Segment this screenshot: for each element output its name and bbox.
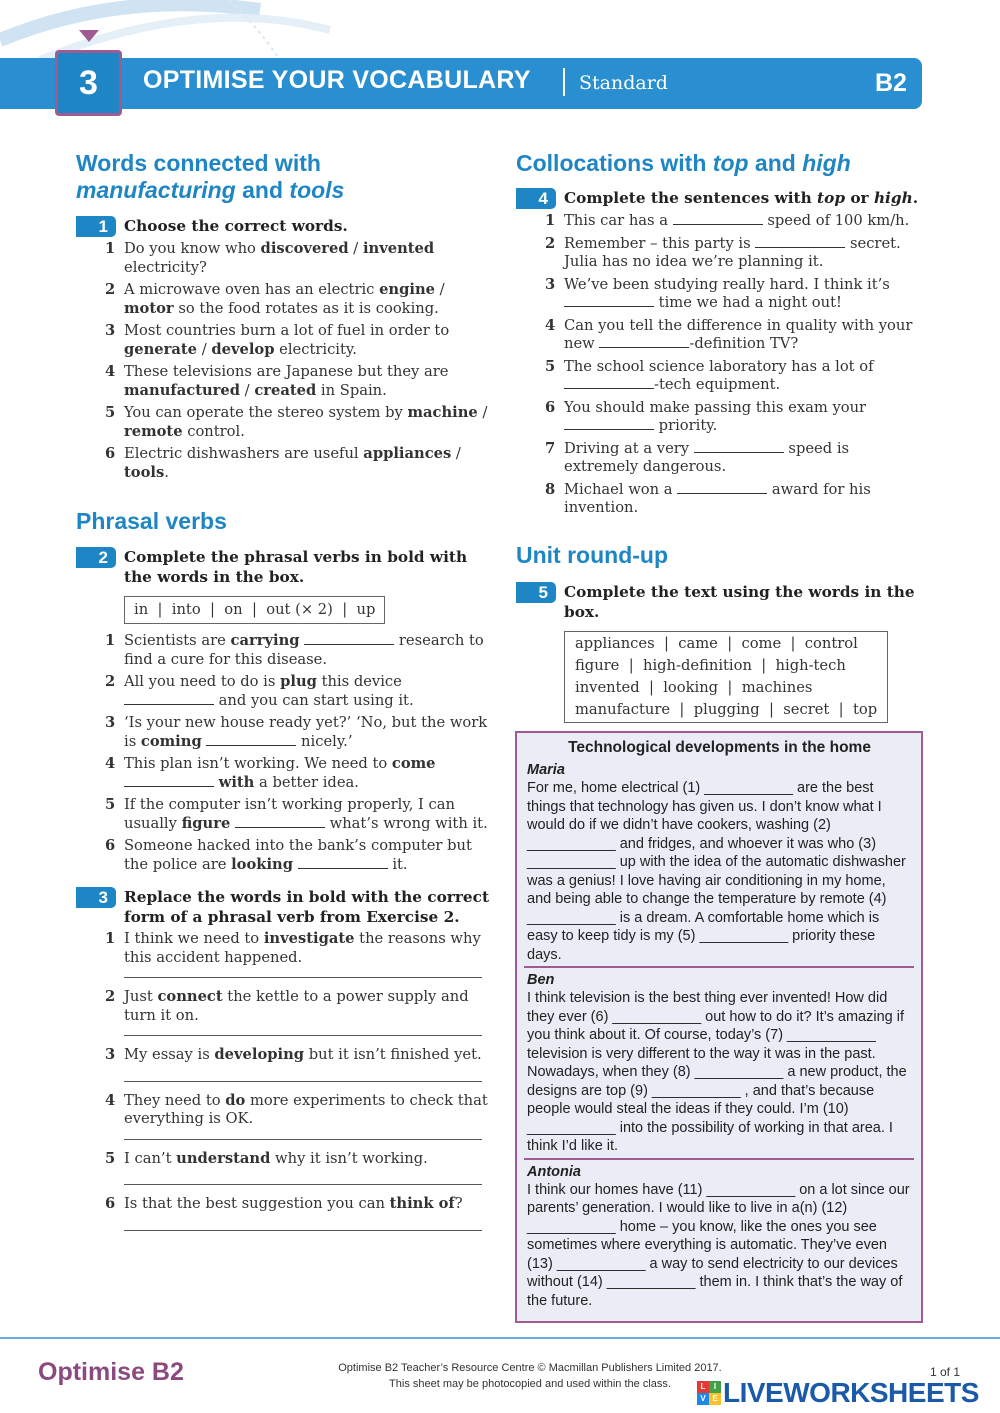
item-text: this device [316, 673, 402, 690]
answer-line[interactable] [124, 1129, 482, 1140]
item-text: / [348, 240, 363, 257]
bold-word: think of [389, 1195, 455, 1212]
list-item [76, 1195, 496, 1231]
exercise-badge: 3 [76, 887, 116, 908]
choice-option[interactable]: remote [124, 422, 183, 440]
section-heading-collocations: Collocations with top and high [516, 150, 851, 176]
list-item [76, 281, 496, 318]
choice-option[interactable]: develop [211, 340, 275, 358]
liveworksheets-icon: L I V E [697, 1381, 721, 1405]
answer-line[interactable] [124, 1214, 482, 1231]
item-text: Can you tell the difference in quality with your new [564, 316, 913, 352]
answer-blank[interactable] [755, 235, 845, 248]
level-label: B2 [875, 69, 907, 97]
exercise-badge: 5 [516, 582, 556, 603]
list-item [516, 276, 926, 313]
exercise-2-list [76, 632, 496, 874]
answer-blank[interactable] [298, 856, 388, 869]
item-number: 1 [105, 240, 116, 257]
speaker-text: I think our homes have (11) ___________ on a lot since our parents’ generation. I would like to live in a(n) (12) ___________ home – you know, like the ones you see sometimes where everything is automatic. They’ve even (13) ___________ a way to send electricity to our devices without (14) ___________ them in. I think that’s the way of the future. [527, 1181, 910, 1309]
item-text: / [451, 445, 461, 462]
item-number: 5 [105, 1149, 116, 1167]
item-text: nicely.’ [296, 732, 353, 750]
speaker-text: For me, home electrical (1) ___________ are the best things that technology has given us. I don’t know what I would do if we didn’t have cookers, washing (2) ___________ and fridges, and whoever it was who (3) ___________ up with the idea of the automatic dishwasher was a genius! I love having air conditioning in my home, and being able to change the temperature by remote (4) ___________ is a dream. A comfortable home which is easy to keep tidy is my (5) ___________ priority these days. [527, 780, 906, 963]
speaker-text: I think television is the best thing ever invented! How did they ever (6) ___________ out how to do it? It’s amazing if you think about it. Of course, today’s (7) ___________ television is very different to the way it was in the past. Nowadays, when they (8) ___________ a new product, the designs are top (9) ___________ , and that’s because people would steal the ideas if they could. I’m (10) ___________ into the possibility of working in that area. I think I’d like it. [527, 990, 907, 1154]
bold-verb: carrying [230, 632, 300, 649]
item-text: award for his invention. [564, 480, 871, 516]
copyright-line: Optimise B2 Teacher’s Resource Centre © Macmillan Publishers Limited 2017. [338, 1362, 722, 1374]
list-item [76, 322, 496, 359]
word-box-line: manufacture | plugging | secret | top [575, 700, 878, 718]
exercise-3-list [76, 930, 496, 1231]
reading-text-box [515, 731, 923, 1323]
item-number: 8 [545, 480, 556, 498]
item-text: so the food rotates as it is cooking. [173, 299, 439, 317]
item-text: Driving at a very [564, 439, 694, 457]
item-text: / [477, 404, 488, 421]
page-indicator: 1 of 1 [930, 1365, 961, 1379]
item-text: This plan isn’t working. We need to [124, 755, 392, 772]
item-text: in Spain. [316, 381, 387, 399]
answer-blank[interactable] [124, 692, 214, 705]
item-number: 3 [105, 322, 116, 339]
item-text: more experiments to check that everything is OK. [124, 1091, 488, 1127]
item-text: You should make passing this exam your [564, 398, 867, 416]
item-text: This car has a [564, 212, 673, 229]
item-number: 4 [545, 316, 556, 334]
item-text: You can operate the stereo system by [124, 404, 408, 421]
footer-divider [0, 1337, 1000, 1339]
bold-verb: figure [181, 814, 231, 832]
item-text: Michael won a [564, 480, 678, 498]
answer-line[interactable] [124, 1168, 482, 1185]
item-text: My essay is [124, 1046, 215, 1063]
bold-word: investigate [263, 930, 355, 947]
list-item [76, 445, 496, 482]
item-number: 7 [545, 439, 556, 457]
list-item [516, 317, 926, 354]
exercise-badge: 4 [516, 188, 556, 209]
item-number: 4 [105, 363, 116, 380]
answer-blank[interactable] [564, 417, 654, 430]
list-item [76, 714, 496, 751]
list-item [76, 837, 496, 874]
item-text: Do you know who [124, 240, 261, 257]
choice-option[interactable]: invented [362, 240, 435, 257]
page-subtitle: Standard [579, 72, 668, 94]
speaker-name: Maria [527, 762, 565, 778]
list-item [76, 673, 496, 710]
bold-verb: looking [231, 855, 293, 873]
answer-blank[interactable] [599, 335, 689, 348]
list-item [516, 481, 926, 518]
item-number: 5 [545, 357, 556, 375]
list-item [76, 632, 496, 669]
item-number: 4 [105, 755, 116, 772]
item-text: Someone hacked into the bank’s computer but the police are [124, 837, 472, 873]
word-box-line: appliances | came | come | control [575, 634, 858, 652]
item-text: speed is extremely dangerous. [564, 439, 850, 475]
word-box-line: invented | looking | machines [575, 678, 813, 696]
list-item [76, 363, 496, 400]
item-text: control. [182, 422, 245, 440]
item-text: They need to [124, 1091, 226, 1109]
unit-arrow-icon [79, 30, 99, 42]
item-text: electricity. [274, 340, 357, 358]
answer-line[interactable] [124, 1025, 482, 1036]
list-item [76, 1092, 496, 1140]
answer-blank[interactable] [564, 294, 654, 307]
word-box: in | into | on | out (× 2) | up [124, 596, 385, 624]
item-number: 5 [105, 796, 116, 813]
item-text: a better idea. [254, 773, 359, 791]
answer-blank[interactable] [673, 212, 763, 225]
speaker-name: Ben [527, 972, 555, 988]
item-text: We’ve been studying really hard. I think it’s [564, 275, 890, 293]
copyright-line: This sheet may be photocopied and used within the class. [389, 1378, 671, 1390]
list-item [76, 1150, 496, 1186]
item-text: I can’t [124, 1149, 177, 1167]
exercise-5-instruction: 5 Complete the text using the words in the box. [516, 582, 926, 622]
item-text: -definition TV? [689, 335, 799, 352]
item-text: / [434, 281, 445, 298]
list-item [76, 240, 496, 277]
item-text: Just [124, 988, 158, 1005]
item-text: but it isn’t finished yet. [304, 1046, 482, 1063]
footer-copyright [300, 1360, 760, 1392]
item-text: electricity? [124, 258, 207, 276]
exercise-3-instruction: 3 Replace the words in bold with the correct form of a phrasal verb from Exercise 2. [76, 887, 496, 927]
list-item [76, 796, 496, 833]
answer-blank[interactable] [677, 481, 767, 494]
item-text: All you need to do is [124, 673, 281, 690]
item-number: 2 [105, 673, 116, 690]
unit-number: 3 [55, 50, 122, 116]
exercise-2-instruction: 2 Complete the phrasal verbs in bold with the words in the box. [76, 547, 496, 587]
divider [524, 1158, 914, 1160]
answer-blank[interactable] [235, 815, 325, 828]
item-text: A microwave oven has an electric [124, 281, 380, 298]
item-text: Scientists are [124, 632, 231, 649]
text-title: Technological developments in the home [568, 739, 871, 756]
bold-verb: with [218, 773, 255, 791]
item-text: research to find a cure for this disease. [124, 632, 484, 668]
page-title: OPTIMISE YOUR VOCABULARY [143, 66, 531, 94]
liveworksheets-wordmark: LIVEWORKSHEETS [723, 1377, 979, 1408]
bold-word: connect [157, 988, 223, 1005]
choice-option[interactable]: manufactured [124, 381, 241, 399]
left-column [76, 150, 496, 1231]
exercise-4-instruction: 4 Complete the sentences with top or high. [516, 188, 926, 208]
bold-word: do [225, 1091, 246, 1109]
item-text: time we had a night out! [654, 294, 842, 311]
bold-verb: coming [140, 732, 202, 750]
list-item [76, 988, 496, 1036]
item-text: -tech equipment. [654, 376, 781, 393]
footer-brand: Optimise B2 [38, 1358, 184, 1386]
word-box-line: figure | high-definition | high-tech [575, 656, 846, 674]
item-text: why it isn’t working. [270, 1149, 428, 1167]
exercise-badge: 2 [76, 547, 116, 568]
answer-blank[interactable] [206, 733, 296, 746]
exercise-1-list [76, 240, 496, 482]
choice-option[interactable]: discovered [260, 240, 349, 257]
answer-line[interactable] [124, 1065, 482, 1082]
answer-blank[interactable] [694, 440, 784, 453]
list-item [76, 755, 496, 792]
item-text: secret. Julia has no idea we’re planning it. [564, 234, 901, 270]
title-divider [563, 68, 565, 96]
item-number: 1 [545, 212, 556, 229]
item-text: ‘Is your new house ready yet?’ ‘No, but the work is [124, 714, 488, 750]
list-item [76, 930, 496, 978]
list-item [516, 212, 926, 231]
answer-blank[interactable] [304, 632, 394, 645]
item-text: the kettle to a power supply and turn it on. [124, 988, 469, 1024]
item-number: 2 [105, 281, 116, 298]
item-number: 4 [105, 1091, 116, 1109]
list-item [516, 440, 926, 477]
item-text: priority. [654, 417, 718, 434]
item-number: 3 [105, 714, 116, 731]
item-text: . [164, 463, 169, 481]
choice-option[interactable]: motor [124, 299, 174, 317]
item-text: ? [454, 1195, 463, 1212]
item-text: speed of 100 km/h. [762, 212, 910, 229]
word-box [564, 631, 888, 723]
item-text: The school science laboratory has a lot of [564, 357, 874, 375]
answer-blank[interactable] [564, 376, 654, 389]
item-number: 1 [105, 632, 116, 649]
item-text: Is that the best suggestion you can [124, 1195, 390, 1212]
bold-verb: plug [280, 673, 317, 690]
item-text: If the computer isn’t working properly, I can usually [124, 796, 455, 832]
item-number: 1 [105, 930, 116, 947]
liveworksheets-logo [697, 1377, 979, 1409]
list-item [76, 1046, 496, 1082]
list-item [76, 404, 496, 441]
choice-option[interactable]: generate [124, 340, 198, 358]
right-column [516, 150, 926, 723]
item-text: / [197, 340, 212, 358]
item-text: These televisions are Japanese but they are [124, 363, 449, 380]
exercise-badge: 1 [76, 216, 116, 237]
choice-option[interactable]: engine [379, 281, 435, 298]
item-text: I think we need to [124, 930, 264, 947]
item-text: / [240, 381, 255, 399]
choice-option[interactable]: machine [407, 404, 478, 421]
item-text: Most countries burn a lot of fuel in order to [124, 322, 450, 339]
list-item [516, 399, 926, 436]
item-number: 6 [105, 445, 116, 462]
item-number: 6 [105, 1195, 116, 1212]
bold-word: understand [176, 1149, 271, 1167]
item-number: 3 [545, 275, 556, 293]
speaker-name: Antonia [527, 1163, 581, 1180]
item-text: it. [387, 855, 408, 873]
answer-line[interactable] [124, 967, 482, 978]
divider [524, 966, 914, 968]
answer-blank[interactable] [124, 774, 214, 787]
item-text: Electric dishwashers are useful [124, 445, 364, 462]
exercise-4-list [516, 212, 926, 518]
choice-option[interactable]: created [254, 381, 317, 399]
section-heading-phrasal-verbs: Phrasal verbs [76, 508, 227, 534]
item-number: 2 [105, 988, 116, 1005]
item-text: and you can start using it. [214, 691, 414, 709]
item-number: 6 [105, 837, 116, 854]
list-item [516, 235, 926, 272]
item-number: 2 [545, 234, 556, 252]
choice-option[interactable]: appliances [363, 445, 452, 462]
item-text: what’s wrong with it. [324, 814, 488, 832]
choice-option[interactable]: tools [124, 463, 165, 481]
list-item [516, 358, 926, 395]
item-number: 3 [105, 1046, 116, 1063]
bold-verb: come [391, 755, 436, 772]
item-number: 6 [545, 398, 556, 416]
item-text: the reasons why this accident happened. [124, 930, 481, 966]
item-number: 5 [105, 404, 116, 421]
section-heading-manufacturing: Words connected with manufacturing and tools [76, 150, 345, 203]
exercise-1-instruction: 1 Choose the correct words. [76, 216, 496, 236]
bold-word: developing [214, 1046, 305, 1063]
section-heading-unit-round-up: Unit round-up [516, 541, 669, 568]
item-text: Remember – this party is [564, 234, 756, 252]
